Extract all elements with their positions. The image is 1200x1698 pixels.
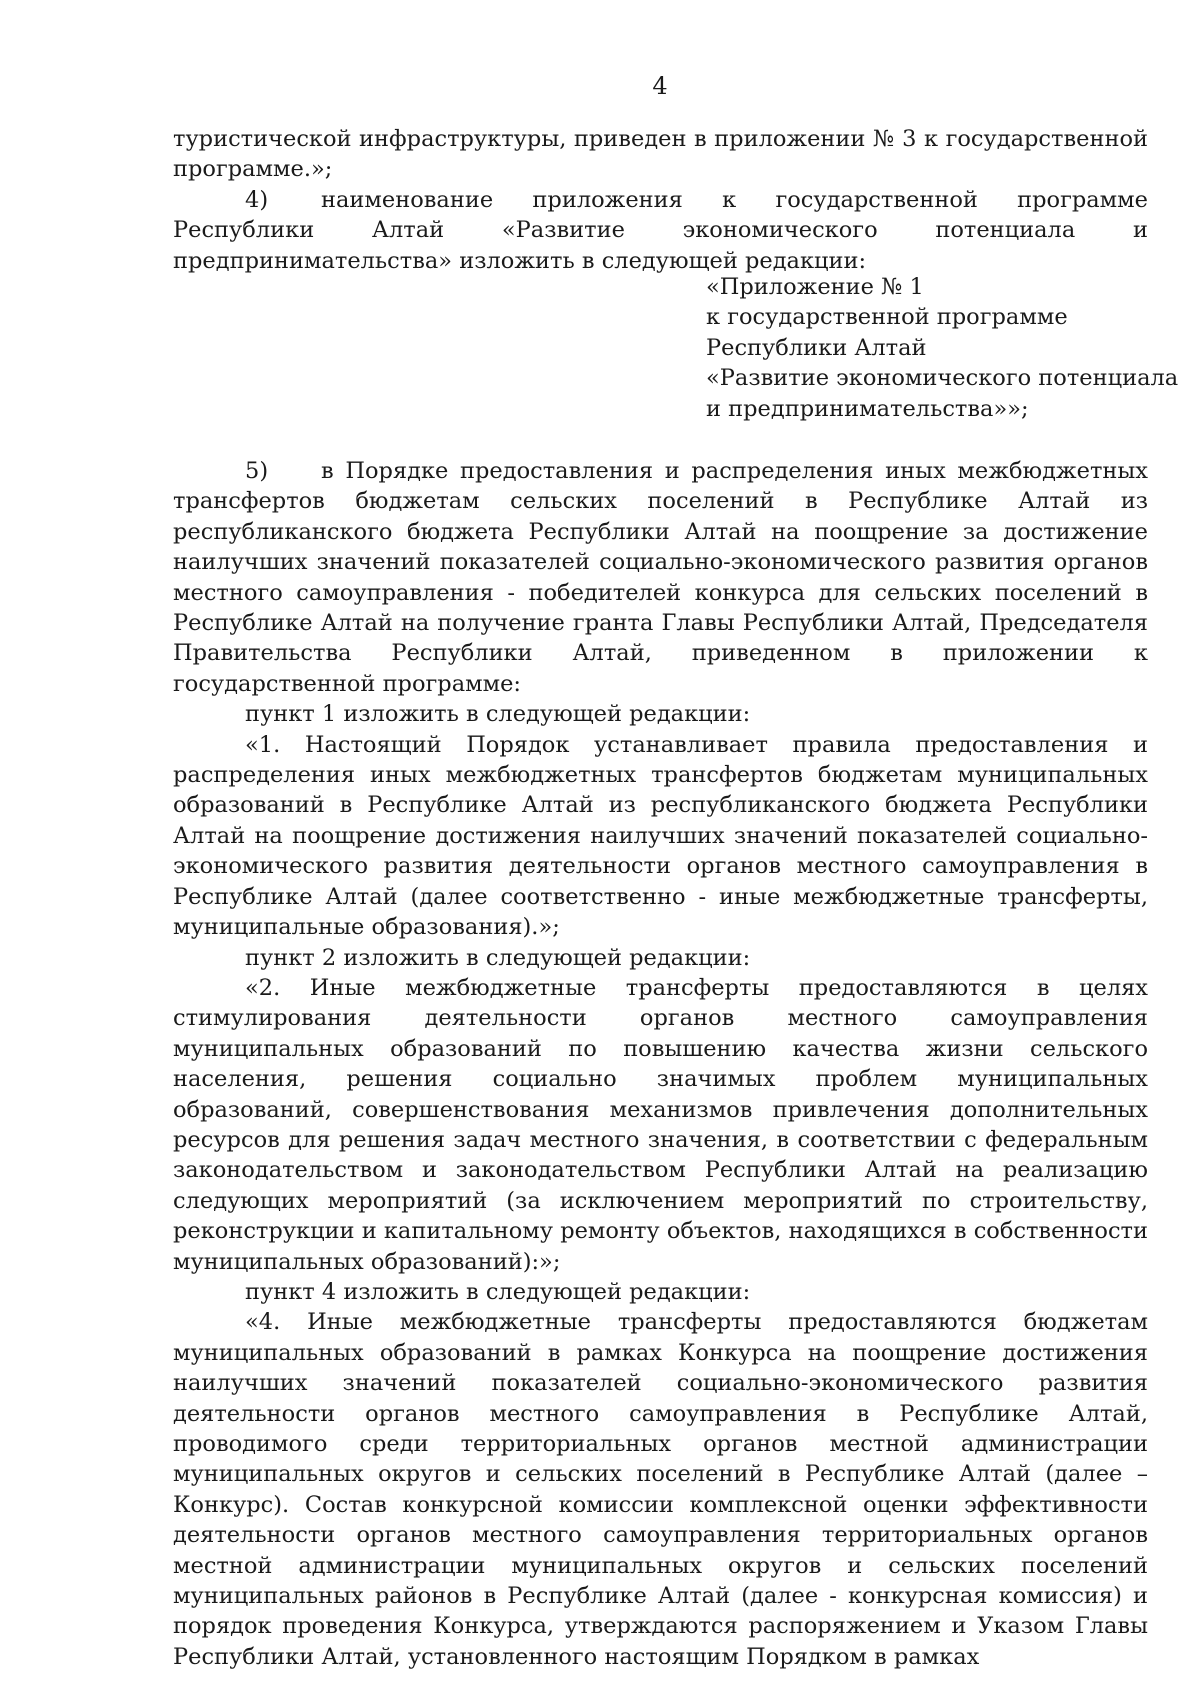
page-number: 4	[652, 72, 668, 100]
point-4-intro: пункт 4 изложить в следующей редакции:	[245, 1278, 751, 1305]
appendix-line-1: «Приложение № 1	[706, 274, 924, 300]
document-body-main	[173, 456, 1148, 1672]
document-body-top	[173, 124, 1148, 276]
point-2-intro: пункт 2 изложить в следующей редакции:	[245, 944, 751, 971]
item-5-paragraph	[173, 456, 1148, 699]
appendix-heading	[706, 272, 1179, 424]
point-1-text: «1. Настоящий Порядок устанавливает правила предоставления и распределения иных межбюджетных трансфертов бюджетам муниципальных образований в Республике Алтай из республиканского бюджета Республики Алтай на поощрение достижения наилучших значений показателей социально-экономического развития деятельности органов местного самоуправления в Республике Алтай (далее соответственно - иные межбюджетные трансферты, муниципальные образования).»;	[173, 731, 1148, 941]
appendix-line-4: «Развитие экономического потенциала	[706, 365, 1179, 392]
point-1-intro: пункт 1 изложить в следующей редакции:	[245, 701, 751, 728]
appendix-line-5: и предпринимательства»»;	[706, 395, 1029, 422]
point-4-text: «4. Иные межбюджетные трансферты предоставляются бюджетам муниципальных образований в рамках Конкурса на поощрение достижения наилучших значений показателей социально-экономического развития деятельности органов местного самоуправления в Республике Алтай, проводимого среди территориальных органов местной администрации муниципальных округов и сельских поселений в Республике Алтай (далее – Конкурс). Состав конкурсной комиссии комплексной оценки эффективности деятельности органов местного самоуправления территориальных органов местной администрации муниципальных округов и сельских поселений муниципальных районов в Республике Алтай (далее - конкурсная комиссия) и порядок проведения Конкурса, утверждаются распоряжением и Указом Главы Республики Алтай, установленного настоящим Порядком в рамках	[173, 1309, 1148, 1670]
appendix-line-2: к государственной программе	[706, 304, 1068, 331]
item-5-number: 5)	[245, 458, 269, 484]
item-4-paragraph	[173, 185, 1148, 276]
point-2-text: «2. Иные межбюджетные трансферты предоставляются в целях стимулирования деятельности органов местного самоуправления муниципальных образований по повышению качества жизни сельского населения, решения социально значимых проблем муниципальных образований, совершенствования механизмов привлечения дополнительных ресурсов для решения задач местного значения, в соответствии с федеральным законодательством и законодательством Республики Алтай на реализацию следующих мероприятий (за исключением мероприятий по строительству, реконструкции и капитальному ремонту объектов, находящихся в собственности муниципальных образований):»;	[173, 974, 1148, 1275]
item-4-number: 4)	[245, 186, 269, 213]
intro-paragraph: туристической инфраструктуры, приведен в приложении № 3 к государственной программе.»;	[173, 126, 1148, 183]
appendix-line-3: Республики Алтай	[706, 334, 927, 361]
item-5-text: в Порядке предоставления и распределения иных межбюджетных трансфертов бюджетам сельских поселений в Республике Алтай из республиканского бюджета Республики Алтай на поощрение за достижение наилучших значений показателей социально-экономического развития органов местного самоуправления - победителей конкурса для сельских поселений в Республике Алтай на получение гранта Главы Республики Алтай, Председателя Правительства Республики Алтай, приведенном в приложении к государственной программе:	[173, 458, 1148, 697]
item-4-text: наименование приложения к государственной программе Республики Алтай «Развитие экономического потенциала и предпринимательства» изложить в следующей редакции:	[173, 186, 1148, 274]
